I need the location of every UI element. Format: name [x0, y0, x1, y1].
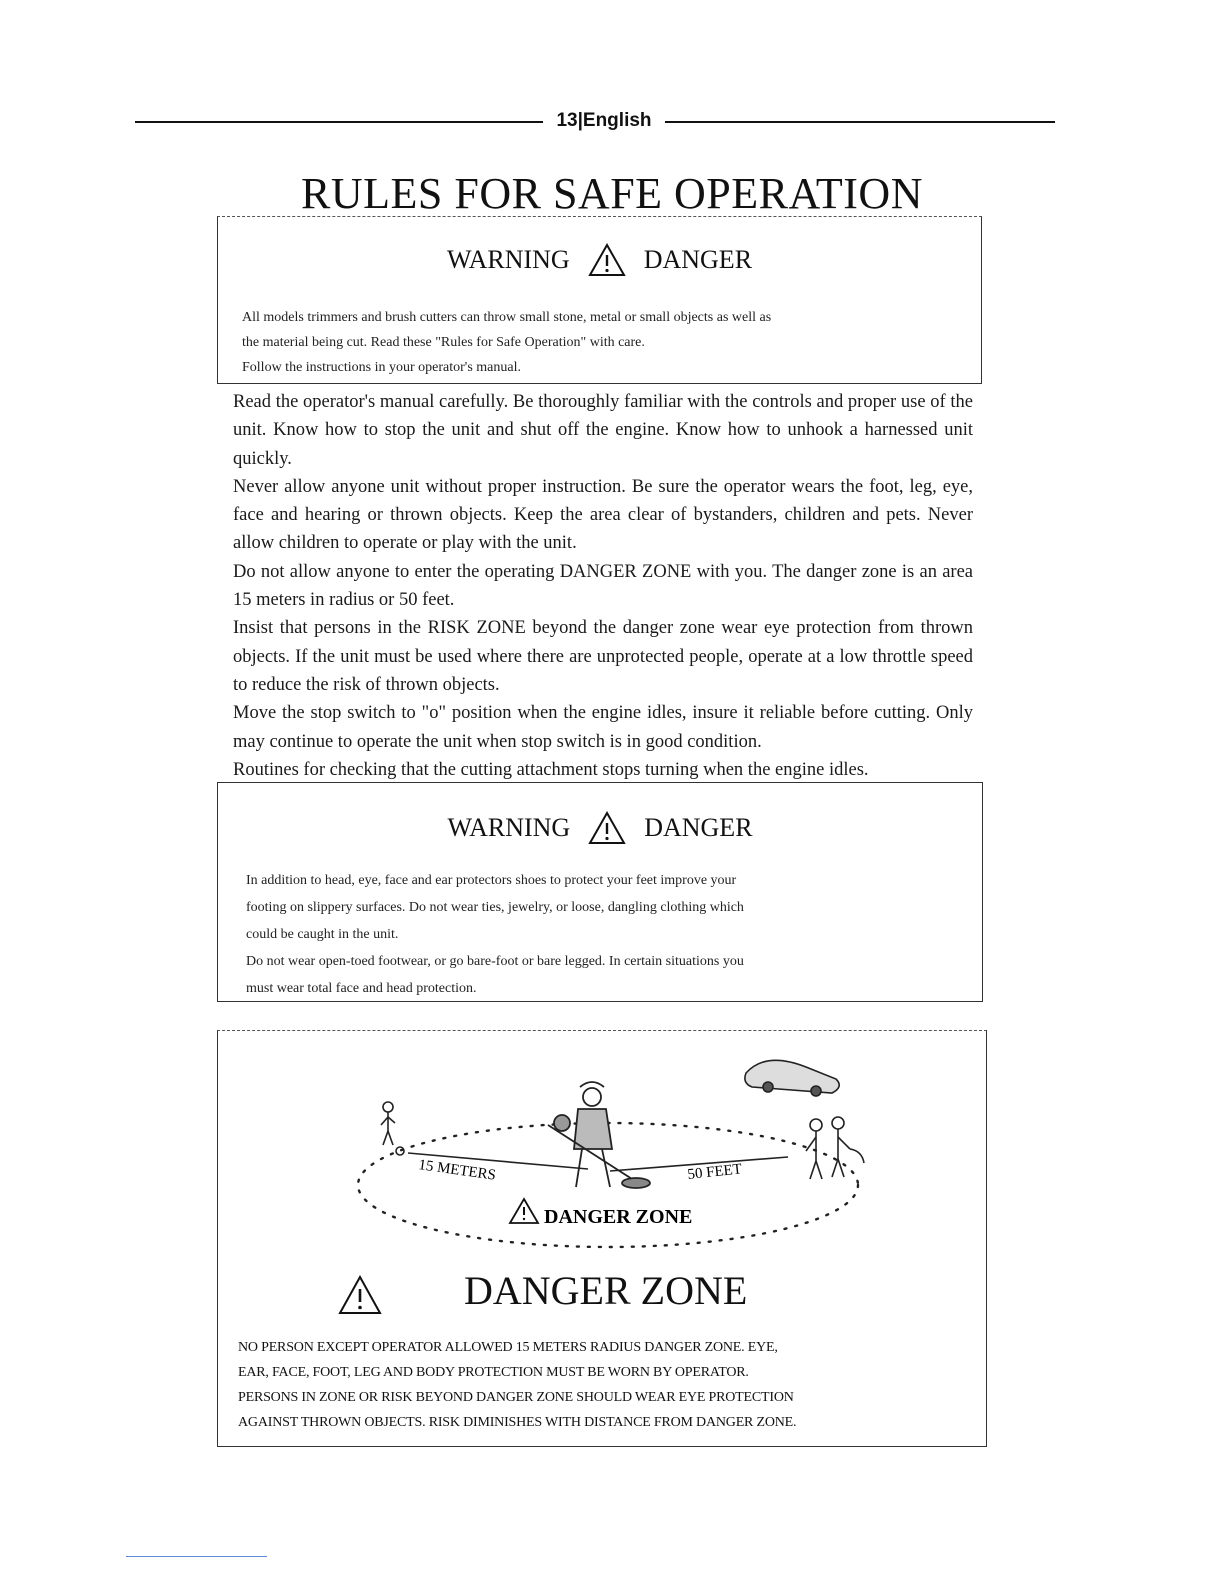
instruction-paragraph: Move the stop switch to "o" position when the engine idles, insure it reliable before cutting. Only may continue to operate the unit when stop switch is in good condition. [233, 703, 973, 752]
safety-instructions [233, 388, 973, 784]
warning-line: All models trimmers and brush cutters can throw small stone, metal or small objects as well as [242, 310, 772, 325]
danger-zone-triangle-icon [338, 1275, 382, 1320]
warning-line: the material being cut. Read these "Rules for Safe Operation" with care. [242, 335, 645, 350]
warning-line: In addition to head, eye, face and ear protectors shoes to protect your feet improve your [246, 873, 737, 888]
meters-label: 15 METERS [417, 1157, 497, 1184]
danger-zone-text [238, 1335, 978, 1435]
car-icon [745, 1060, 839, 1096]
danger-zone-line: AGAINST THROWN OBJECTS. RISK DIMINISHES WITH DISTANCE FROM DANGER ZONE. [238, 1415, 797, 1430]
danger-zone-heading [218, 1267, 988, 1327]
operator-figure-icon [548, 1082, 650, 1188]
warning-heading [218, 811, 982, 845]
warning-label: WARNING [447, 813, 571, 842]
danger-zone-diagram [348, 1051, 868, 1251]
danger-zone-line: PERSONS IN ZONE OR RISK BEYOND DANGER ZONE SHOULD WEAR EYE PROTECTION [238, 1390, 794, 1405]
warning-text [242, 305, 962, 380]
warning-heading [218, 243, 981, 277]
danger-zone-box [217, 1030, 987, 1447]
bystander-child-icon [381, 1102, 404, 1155]
footer-rule [126, 1556, 267, 1557]
danger-label: DANGER [643, 245, 753, 274]
warning-line: footing on slippery surfaces. Do not wear ties, jewelry, or loose, dangling clothing which [246, 900, 744, 915]
warning-line: could be caught in the unit. [246, 927, 399, 942]
instruction-paragraph: Never allow anyone unit without proper instruction. Be sure the operator wears the foot, leg, eye, face and hearing or thrown objects. Keep the area clear of bystanders, children and pets. Never allow children to operate or play with the unit. [233, 476, 973, 554]
danger-zone-line: NO PERSON EXCEPT OPERATOR ALLOWED 15 METERS RADIUS DANGER ZONE. EYE, [238, 1340, 778, 1355]
danger-zone-title: DANGER ZONE [464, 1268, 748, 1313]
bystanders-icon [806, 1117, 864, 1179]
page-number-label: 13|English [556, 110, 652, 131]
diagram-warning-triangle-icon [510, 1199, 538, 1223]
page-title: RULES FOR SAFE OPERATION [301, 169, 923, 218]
warning-triangle-icon [588, 811, 626, 845]
warning-box-protection [217, 782, 983, 1002]
instruction-paragraph: Do not allow anyone to enter the operating DANGER ZONE with you. The danger zone is an area 15 meters in radius or 50 feet. [233, 561, 973, 611]
page-header [135, 110, 1055, 134]
warning-text [246, 867, 966, 1002]
instruction-paragraph: Insist that persons in the RISK ZONE beyond the danger zone wear eye protection from thrown objects. If the unit must be used where there are unprotected people, operate at a low throttle speed to reduce the risk of thrown objects. [233, 618, 973, 695]
warning-line: Follow the instructions in your operator's manual. [242, 360, 521, 375]
diagram-zone-label: DANGER ZONE [544, 1206, 693, 1228]
danger-label: DANGER [644, 813, 753, 842]
header-rule-right [665, 121, 1055, 123]
header-rule-left [135, 121, 543, 123]
warning-line: Do not wear open-toed footwear, or go bare-foot or bare legged. In certain situations you [246, 954, 744, 969]
warning-box-general [217, 216, 982, 384]
warning-line: must wear total face and head protection. [246, 981, 477, 996]
instruction-paragraph: Read the operator's manual carefully. Be thoroughly familiar with the controls and proper use of the unit. Know how to stop the unit and shut off the engine. Know how to unhook a harnessed unit quickly. [233, 392, 973, 469]
warning-triangle-icon [588, 243, 626, 277]
danger-zone-line: EAR, FACE, FOOT, LEG AND BODY PROTECTION MUST BE WORN BY OPERATOR. [238, 1365, 749, 1380]
instruction-paragraph: Routines for checking that the cutting attachment stops turning when the engine idles. [233, 759, 869, 780]
warning-label: WARNING [446, 245, 570, 274]
feet-label: 50 FEET [686, 1161, 743, 1183]
